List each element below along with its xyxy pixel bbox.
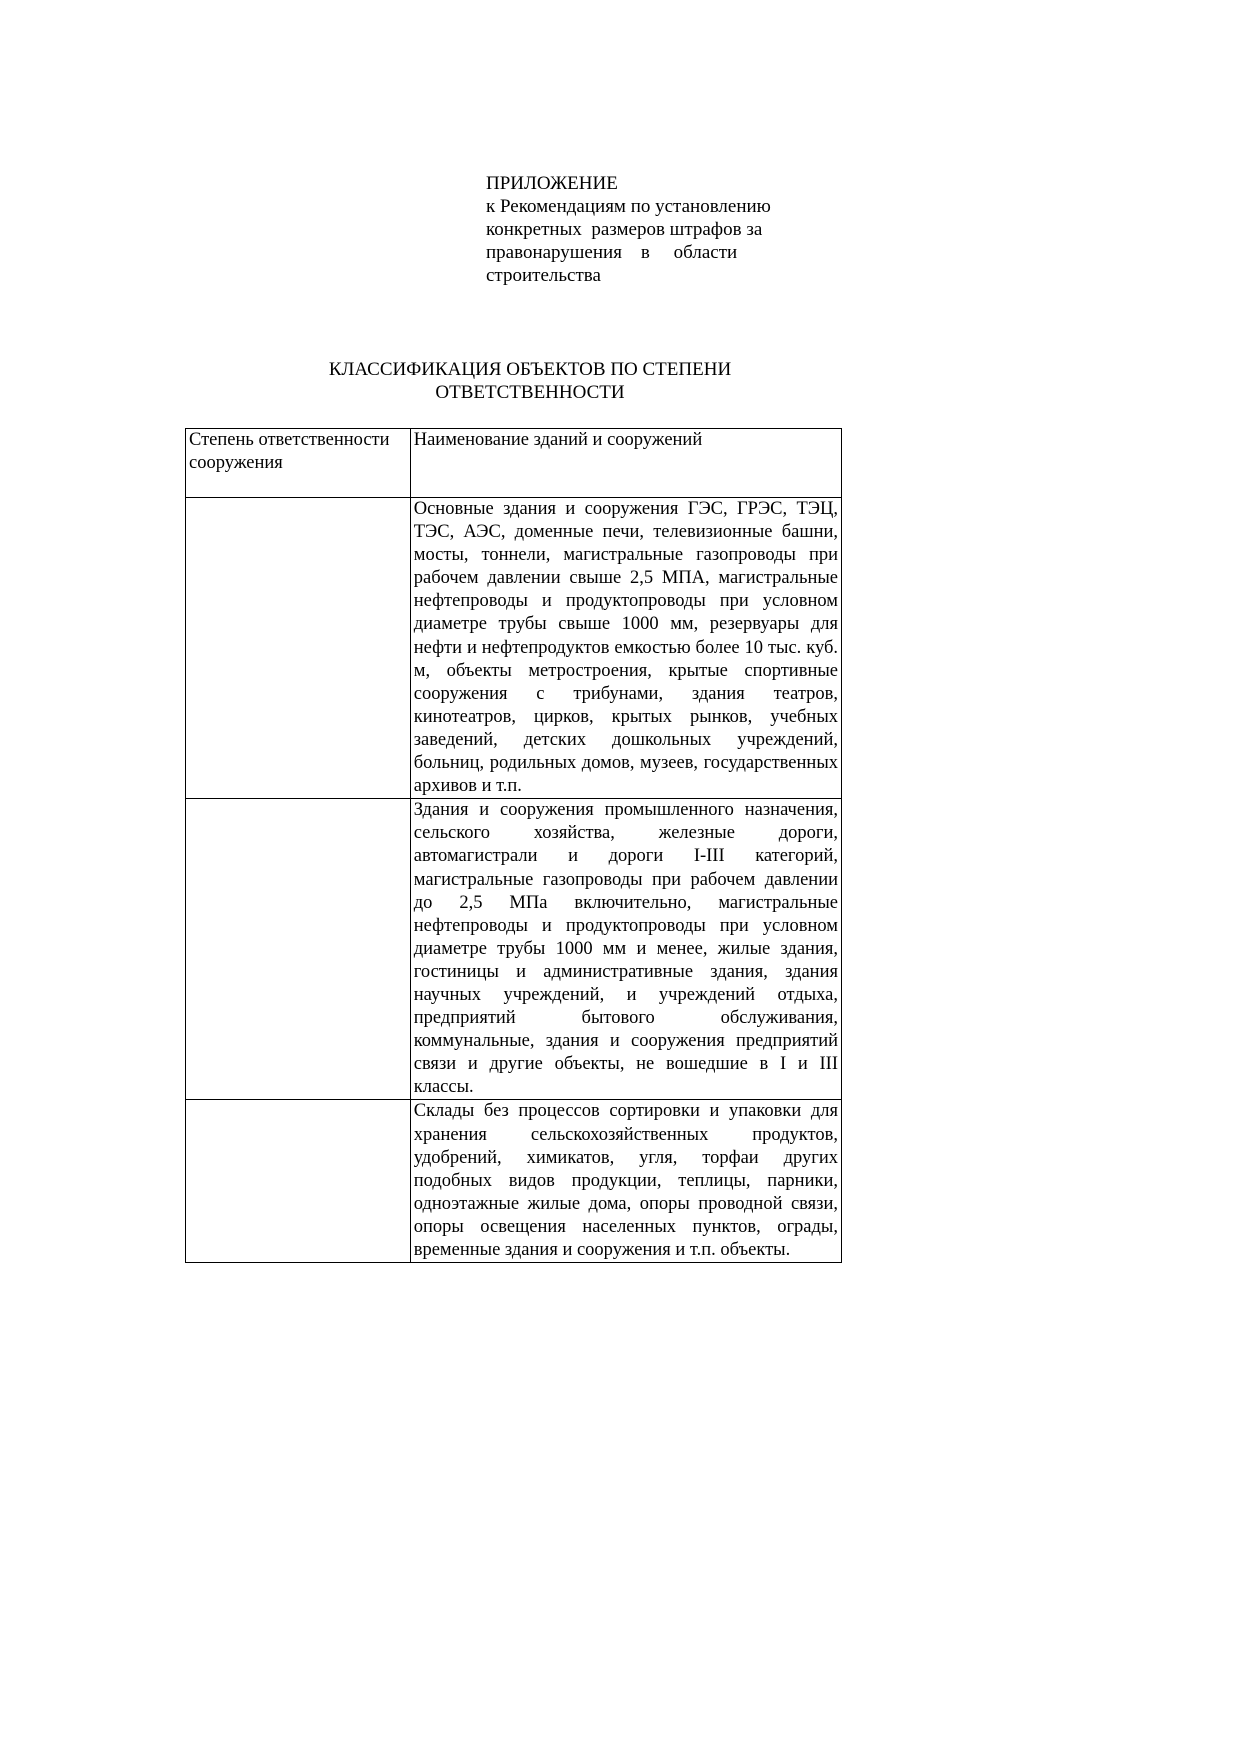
name-cell: Здания и сооружения промышленного назначения, сельского хозяйства, железные дороги, автомагистрали и дороги I-III категорий, магистральные газопроводы при рабочем давлении до 2,5 МПа включительно, магистральные нефтепроводы и продуктопроводы при условном диаметре трубы 1000 мм и менее, жилые здания, гостиницы и административные здания, здания научных учреждений, и учреждений отдыха, предприятий бытового обслуживания, коммунальные, здания и сооружения предприятий связи и другие объекты, не вошедшие в I и III классы.	[410, 799, 841, 1100]
classification-table	[185, 428, 842, 1263]
degree-cell	[186, 799, 411, 1100]
table-header-row	[186, 429, 842, 498]
appendix-line: правонарушения в области	[486, 242, 738, 263]
name-cell: Склады без процессов сортировки и упаковки для хранения сельскохозяйственных продуктов, удобрений, химикатов, угля, торфаи других подобных видов продукции, теплицы, парники, одноэтажные жилые дома, опоры проводной связи, опоры освещения населенных пунктов, ограды, временные здания и сооружения и т.п. объекты.	[410, 1100, 841, 1263]
appendix-line: конкретных размеров штрафов за	[486, 219, 763, 240]
appendix-line: к Рекомендациям по установлению	[486, 196, 771, 217]
appendix-heading: ПРИЛОЖЕНИЕ	[486, 173, 618, 194]
degree-cell	[186, 498, 411, 799]
name-cell: Основные здания и сооружения ГЭС, ГРЭС, ТЭЦ, ТЭС, АЭС, доменные печи, телевизионные башни, мосты, тоннели, магистральные газопроводы при рабочем давлении свыше 2,5 МПА, магистральные нефтепроводы и продуктопроводы при условном диаметре трубы свыше 1000 мм, резервуары для нефти и нефтепродуктов емкостью более 10 тыс. куб. м, объекты метростроения, крытые спортивные сооружения с трибунами, здания театров, кинотеатров, цирков, крытых рынков, учебных заведений, детских дошкольных учреждений, больниц, родильных домов, музеев, государственных архивов и т.п.	[410, 498, 841, 799]
table-row	[186, 1100, 842, 1263]
title-line: КЛАССИФИКАЦИЯ ОБЪЕКТОВ ПО СТЕПЕНИ	[328, 359, 732, 380]
header-name: Наименование зданий и сооружений	[410, 429, 841, 498]
document-title	[280, 358, 780, 404]
table-row	[186, 498, 842, 799]
table-row	[186, 799, 842, 1100]
appendix-block	[486, 172, 806, 287]
header-degree: Степень ответственности сооружения	[186, 429, 411, 498]
title-line: ОТВЕТСТВЕННОСТИ	[435, 382, 625, 403]
degree-cell	[186, 1100, 411, 1263]
appendix-line: строительства	[486, 265, 601, 286]
